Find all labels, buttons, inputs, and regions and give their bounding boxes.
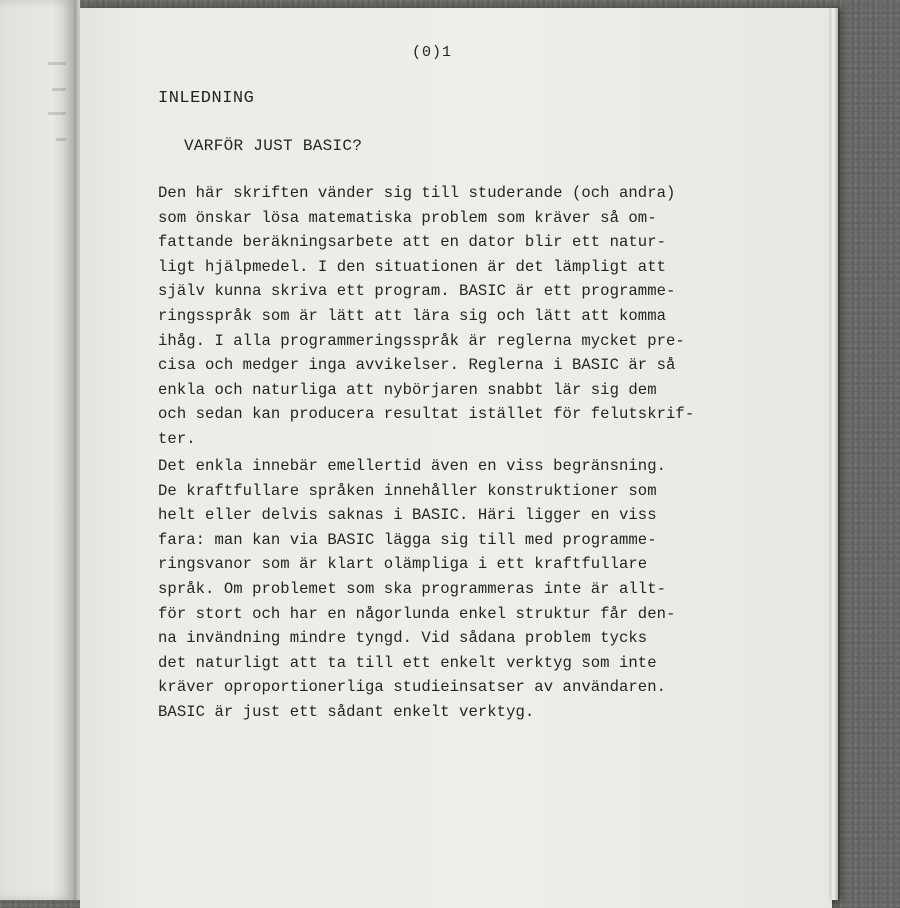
page-edge (830, 8, 838, 900)
bleed-through-mark (48, 112, 66, 115)
paragraph-line: språk. Om problemet som ska programmeras inte är allt- (158, 579, 667, 598)
paragraph-line: själv kunna skriva ett program. BASIC är ett programme- (158, 282, 676, 301)
left-page (0, 0, 74, 900)
paragraph-line: ligt hjälpmedel. I den situationen är det lämpligt att (158, 257, 667, 276)
paragraph-line: cisa och medger inga avvikelser. Reglerna i BASIC är så (158, 356, 676, 375)
paragraph-line: ringsspråk som är lätt att lära sig och lätt att komma (158, 306, 667, 325)
paragraph-line: ihåg. I alla programmeringsspråk är reglerna mycket pre- (158, 331, 685, 350)
paragraph-line: Det enkla innebär emellertid även en viss begränsning. (158, 457, 667, 475)
paragraph-line: och sedan kan producera resultat istället för felutskrif- (158, 405, 695, 424)
paragraph-line: som önskar lösa matematiska problem som kräver så om- (158, 208, 657, 227)
paragraph-line: ter. (158, 429, 196, 448)
paragraph-line: för stort och har en någorlunda enkel struktur får den- (158, 604, 676, 623)
paragraph-line: Den här skriften vänder sig till studerande (och andra) (158, 184, 676, 202)
section-subheading: VARFÖR JUST BASIC? (184, 137, 363, 155)
paragraph-line: kräver oproportionerliga studieinsatser av användaren. (158, 678, 667, 697)
bleed-through-mark (56, 138, 66, 141)
paragraph-line: helt eller delvis saknas i BASIC. Häri ligger en viss (158, 506, 657, 525)
paragraph-line: na invändning mindre tyngd. Vid sådana problem tycks (158, 629, 648, 648)
paragraph-line: ringsvanor som är klart olämpliga i ett kraftfullare (158, 555, 648, 574)
chapter-heading: INLEDNING (158, 89, 255, 108)
page-number: (0)1 (412, 44, 453, 61)
paragraph-1 (158, 181, 694, 452)
paragraph-line: fara: man kan via BASIC lägga sig till med programme- (158, 530, 657, 549)
paragraph-line: BASIC är just ett sådant enkelt verktyg. (158, 702, 535, 721)
paragraph-line: enkla och naturliga att nybörjaren snabbt lär sig dem (158, 380, 657, 399)
paragraph-2 (158, 454, 675, 725)
bleed-through-mark (48, 62, 66, 65)
bleed-through-mark (52, 88, 66, 91)
paragraph-line: De kraftfullare språken innehåller konstruktioner som (158, 481, 657, 500)
paragraph-line: fattande beräkningsarbete att en dator blir ett natur- (158, 233, 667, 252)
paragraph-line: det naturligt att ta till ett enkelt verktyg som inte (158, 653, 657, 672)
